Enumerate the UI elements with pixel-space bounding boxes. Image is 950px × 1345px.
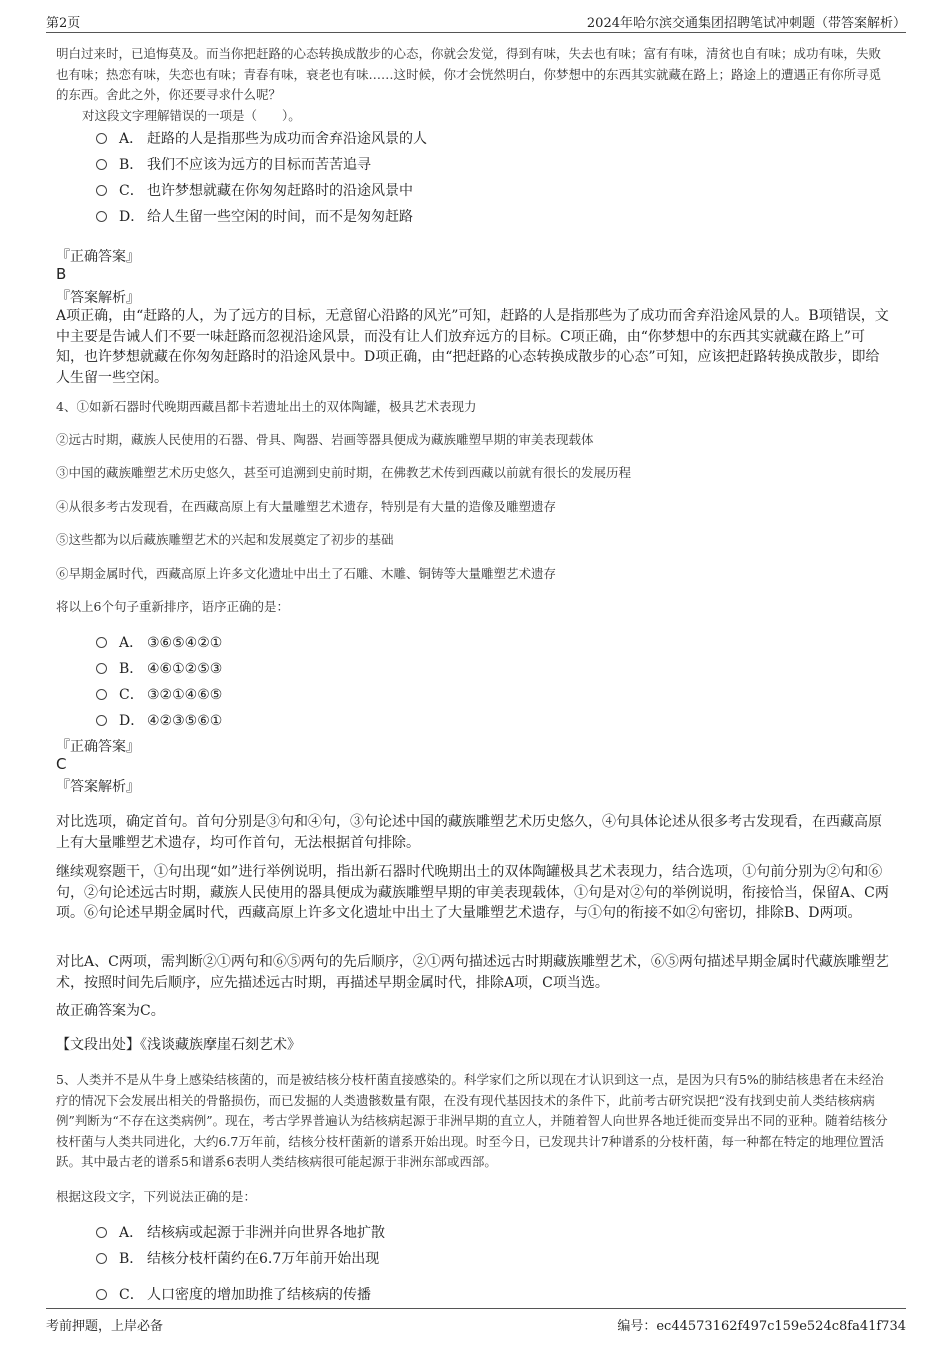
q4-analysis-p2: 继续观察题干，①句出现“如”进行举例说明，指出新石器时代晚期出土的双体陶罐极具艺术表现力，结合选项，①句前分别为②句和⑥句，②句论述远古时期，藏族人民使用的器具便成为藏族雕塑早期的审美表现载体，①句是对②句的举例说明，衔接恰当，保留A、C两项。⑥句论述早期金属时代，西藏高原上许多文化遗址中出土了大量雕塑艺术遗存，与①句的衔接不如②句密切，排除B、D两项。 xyxy=(56,864,889,921)
q4-analysis-label: 『答案解析』 xyxy=(56,779,140,795)
q4-sentence-4: ④从很多考古发现看，在西藏高原上有大量雕塑艺术遗存，特别是有大量的造像及雕塑遗存 xyxy=(56,499,557,514)
radio-icon[interactable] xyxy=(96,1227,107,1238)
q4-analysis-p3: 对比A、C两项，需判断②①两句和⑥⑤两句的先后顺序，②①两句描述远古时期藏族雕塑艺术，⑥⑤两句描述早期金属时代藏族雕塑艺术，按照时间先后顺序，应先描述远古时期，再描述早期金属时代，排除A项，C项当选。 xyxy=(56,954,889,991)
q4-option-b[interactable]: B． ④⑥①②⑤③ xyxy=(96,658,222,678)
q4-source: 【文段出处】《浅谈藏族摩崖石刻艺术》 xyxy=(56,1037,301,1053)
q4-option-c[interactable]: C． ③②①④⑥⑤ xyxy=(96,684,222,704)
q4-sentence-5: ⑤这些都为以后藏族雕塑艺术的兴起和发展奠定了初步的基础 xyxy=(56,532,394,547)
q5-option-a[interactable]: A． 结核病或起源于非洲并向世界各地扩散 xyxy=(96,1222,385,1242)
radio-icon[interactable] xyxy=(96,637,107,648)
q4-answer-label: 『正确答案』 xyxy=(56,739,140,755)
q5-question: 根据这段文字，下列说法正确的是： xyxy=(56,1189,257,1204)
q3-option-d[interactable]: D． 给人生留一些空闲的时间，而不是匆匆赶路 xyxy=(96,206,413,226)
q4-option-a[interactable]: A． ③⑥⑤④②① xyxy=(96,632,222,652)
radio-icon[interactable] xyxy=(96,185,107,196)
radio-icon[interactable] xyxy=(96,159,107,170)
q3-option-b[interactable]: B． 我们不应该为远方的目标而苦苦追寻 xyxy=(96,154,371,174)
q3-answer-label: 『正确答案』 xyxy=(56,249,140,265)
q4-question: 将以上6个句子重新排序，语序正确的是： xyxy=(56,599,289,614)
radio-icon[interactable] xyxy=(96,133,107,144)
q4-option-d[interactable]: D． ④②③⑤⑥① xyxy=(96,710,222,730)
q3-analysis: A项正确，由“赶路的人，为了远方的目标，无意留心沿路的风光”可知，赶路的人是指那些为了成功而舍弃沿途风景的人。B项错误，文中主要是告诫人们不要一味赶路而忽视沿途风景，而没有让人们放弃远方的目标。C项正确，由“你梦想中的东西其实就藏在路上”可知，也许梦想就藏在你匆匆赶路时的沿途风景中。D项正确，由“把赶路的心态转换成散步的心态”可知，应该把赶路转换成散步，即给人生留一些空闲。 xyxy=(56,308,889,386)
q4-sentence-1: 4、①如新石器时代晚期西藏昌都卡若遗址出土的双体陶罐，极具艺术表现力 xyxy=(56,399,477,414)
q4-sentence-3: ③中国的藏族雕塑艺术历史悠久，甚至可追溯到史前时期，在佛教艺术传到西藏以前就有很长的发展历程 xyxy=(56,465,632,480)
q4-sentence-2: ②远古时期，藏族人民使用的石器、骨具、陶器、岩画等器具便成为藏族雕塑早期的审美表现载体 xyxy=(56,432,594,447)
q3-option-c[interactable]: C． 也许梦想就藏在你匆匆赶路时的沿途风景中 xyxy=(96,180,413,200)
radio-icon[interactable] xyxy=(96,689,107,700)
q3-answer: B xyxy=(56,265,67,283)
radio-icon[interactable] xyxy=(96,211,107,222)
page-number: 第2页 xyxy=(46,16,81,31)
q4-answer: C xyxy=(56,755,67,773)
q3-question: 对这段文字理解错误的一项是（ ）。 xyxy=(82,108,301,123)
q3-option-a[interactable]: A． 赶路的人是指那些为成功而舍弃沿途风景的人 xyxy=(96,128,427,148)
document-id: 编号：ec44573162f497c159e524c8fa41f734 xyxy=(617,1319,906,1334)
q4-analysis-p4: 故正确答案为C。 xyxy=(56,1003,165,1019)
q4-analysis-p1: 对比选项，确定首句。首句分别是③句和④句，③句论述中国的藏族雕塑艺术历史悠久，④句具体论述从很多考古发现看，在西藏高原上有大量雕塑艺术遗存，均可作首句，无法根据首句排除。 xyxy=(56,814,882,851)
page-header xyxy=(46,10,906,33)
document-title: 2024年哈尔滨交通集团招聘笔试冲刺题（带答案解析） xyxy=(586,16,906,31)
radio-icon[interactable] xyxy=(96,1289,107,1300)
q5-passage: 5、人类并不是从牛身上感染结核菌的，而是被结核分枝杆菌直接感染的。科学家们之所以现在才认识到这一点，是因为只有5%的肺结核患者在未经治疗的情况下会发展出相关的骨骼损伤，而已发掘的人类遗骸数量有限，在没有现代基因技术的条件下，此前考古研究误把“没有找到史前人类结核病病例”判断为“不存在这类病例”。现在，考古学界普遍认为结核病起源于非洲早期的直立人，并随着智人向世界各地迁徙而变异出不同的亚种。随着结核分枝杆菌与人类共同进化，大约6.7万年前，结核分枝杆菌新的谱系开始出现。时至今日，已发现共计7种谱系的分枝杆菌，每一种都在特定的地理位置活跃。其中最古老的谱系5和谱系6表明人类结核病很可能起源于非洲东部或西部。 xyxy=(56,1072,888,1169)
q5-option-b[interactable]: B． 结核分枝杆菌约在6.7万年前开始出现 xyxy=(96,1248,379,1268)
radio-icon[interactable] xyxy=(96,1253,107,1264)
radio-icon[interactable] xyxy=(96,715,107,726)
radio-icon[interactable] xyxy=(96,663,107,674)
q5-option-c[interactable]: C． 人口密度的增加助推了结核病的传播 xyxy=(96,1284,371,1304)
q4-sentence-6: ⑥早期金属时代，西藏高原上许多文化遗址中出土了石雕、木雕、铜铸等大量雕塑艺术遗存 xyxy=(56,566,557,581)
page-footer xyxy=(46,1308,906,1335)
footer-slogan: 考前押题，上岸必备 xyxy=(46,1319,164,1334)
q3-passage: 明白过来时，已追悔莫及。而当你把赶路的心态转换成散步的心态，你就会发觉，得到有味，失去也有味；富有有味，清贫也自有味；成功有味，失败也有味；热恋有味，失恋也有味；青春有味，衰老也有味……这时候，你才会恍然明白，你梦想中的东西其实就藏在路上；路途上的遭遇正有你所寻觅的东西。舍此之外，你还要寻求什么呢？ xyxy=(56,46,882,102)
q3-analysis-label: 『答案解析』 xyxy=(56,290,140,306)
